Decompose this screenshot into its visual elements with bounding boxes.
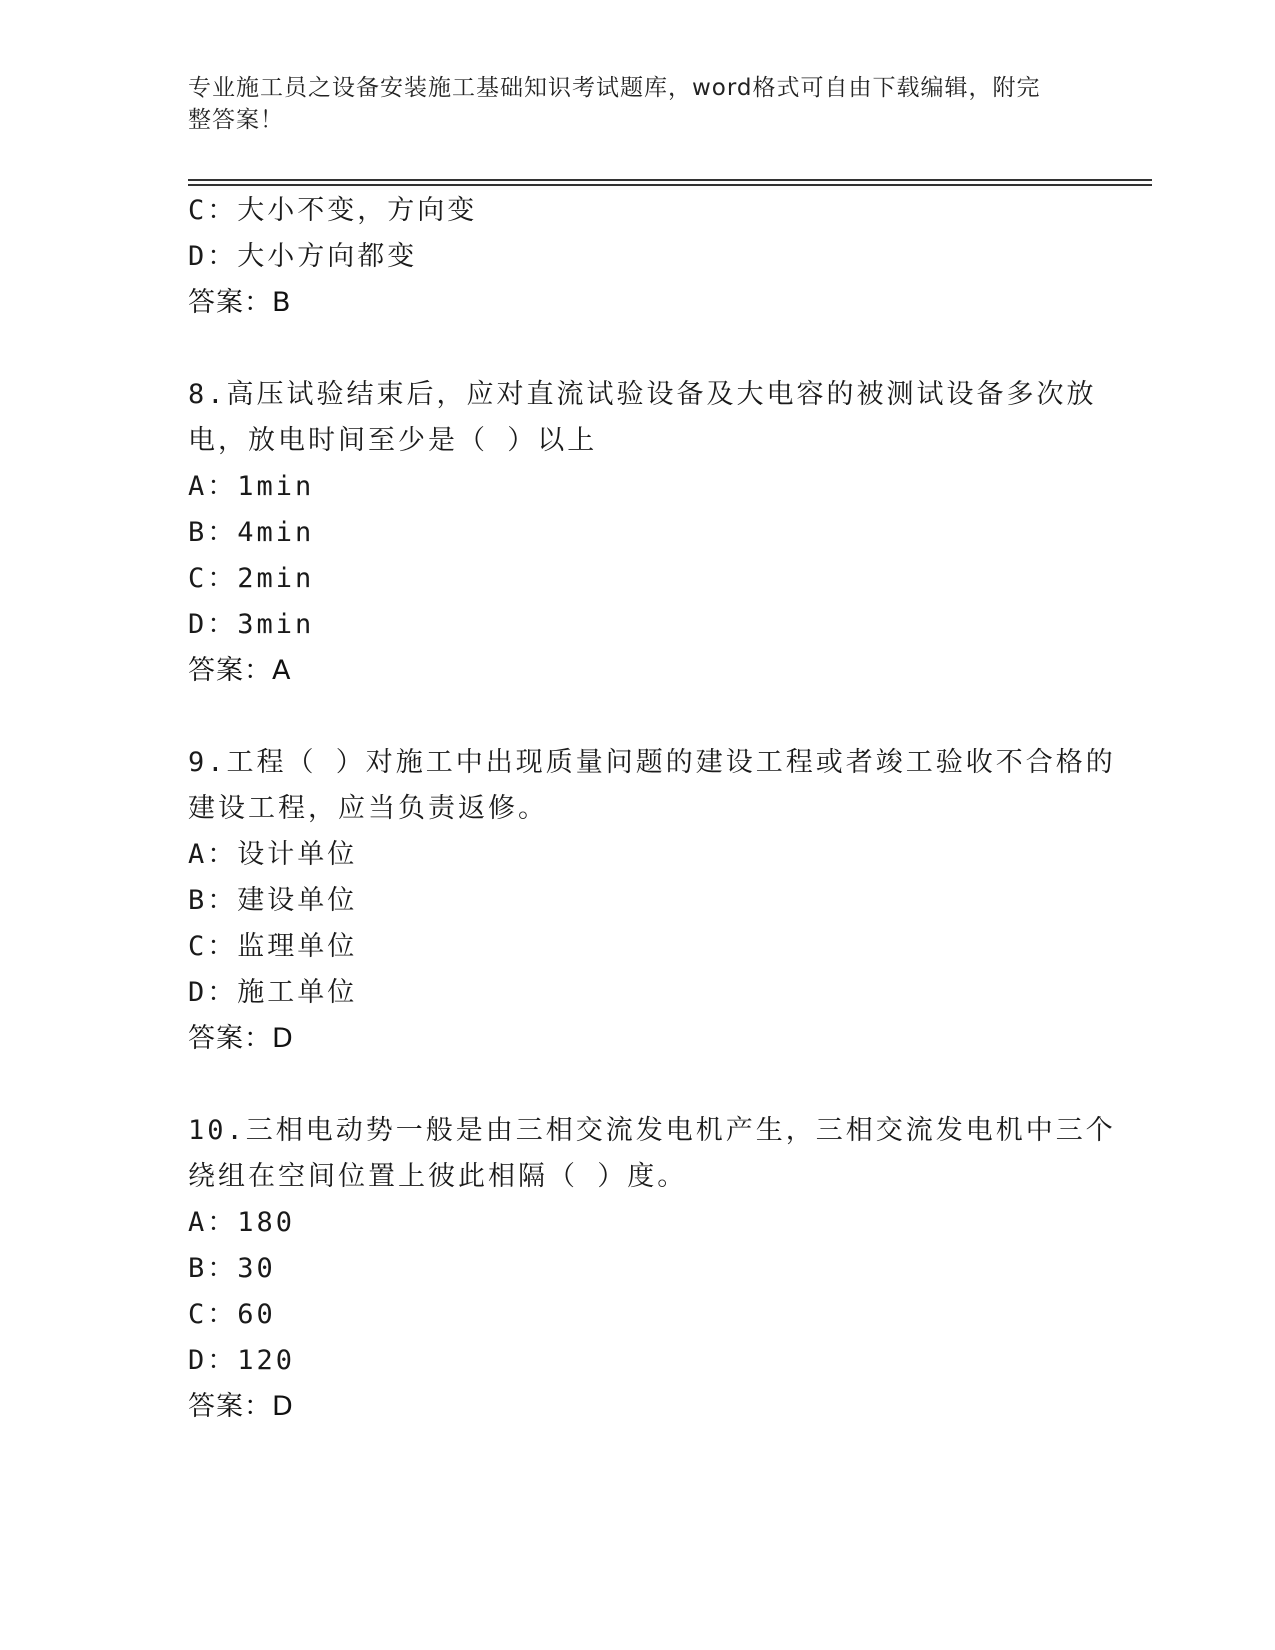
option-a: A：180 [188,1207,296,1238]
header-title-line-1: 专业施工员之设备安装施工基础知识考试题库，word格式可自由下载编辑，附完 [188,75,1041,101]
question-list [188,188,1116,1430]
question-text-line-2: 绕组在空间位置上彼此相隔（ ）度。 [188,1161,688,1192]
header-rule-bottom [188,184,1152,186]
question-block-prev [188,188,1088,326]
question-block-9 [188,740,1116,1062]
option-d: D：大小方向都变 [188,241,418,272]
option-b: B：4min [188,517,315,548]
option-c: C：监理单位 [188,931,358,962]
header-rule-top [188,179,1152,181]
option-c: C：60 [188,1299,276,1330]
question-block-8 [188,372,1097,694]
option-b: B：30 [188,1253,276,1284]
document-header [188,72,1088,136]
spacer [188,694,1088,740]
option-b: B：建设单位 [188,885,358,916]
option-c: C：大小不变，方向变 [188,195,478,226]
header-title-line-2: 整答案！ [188,107,284,133]
option-d: D：3min [188,609,315,640]
question-text-line-2: 建设工程，应当负责返修。 [188,793,548,824]
answer-line: 答案：A [188,655,292,686]
spacer [188,1062,1088,1108]
answer-line: 答案：D [188,1391,294,1422]
spacer [188,326,1088,372]
option-a: A：1min [188,471,315,502]
option-c: C：2min [188,563,315,594]
answer-line: 答案：B [188,287,292,318]
option-d: D：施工单位 [188,977,358,1008]
question-text-line-1: 9.工程（ ）对施工中出现质量问题的建设工程或者竣工验收不合格的 [188,747,1116,778]
question-text-line-1: 10.三相电动势一般是由三相交流发电机产生，三相交流发电机中三个 [188,1115,1116,1146]
answer-line: 答案：D [188,1023,294,1054]
question-block-10 [188,1108,1116,1430]
option-a: A：设计单位 [188,839,358,870]
question-text-line-1: 8.高压试验结束后，应对直流试验设备及大电容的被测试设备多次放 [188,379,1097,410]
option-d: D：120 [188,1345,296,1376]
question-text-line-2: 电，放电时间至少是（ ）以上 [188,425,598,456]
